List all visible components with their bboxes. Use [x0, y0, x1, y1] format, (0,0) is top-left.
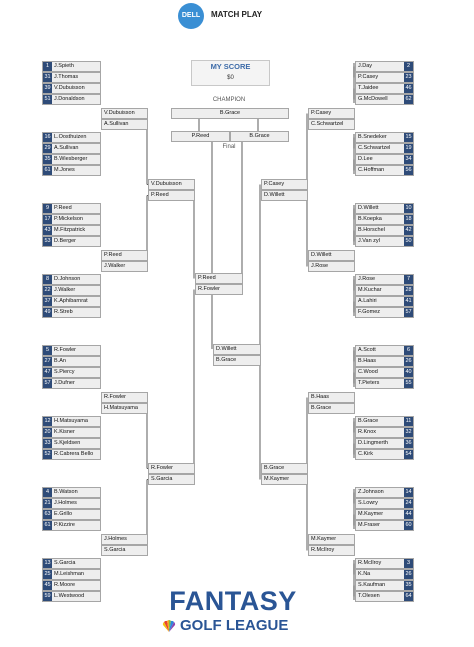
- player-name: D.Lee: [358, 156, 373, 162]
- player-name: M.Fraser: [358, 522, 380, 528]
- left-r1-slot[interactable]: [42, 427, 101, 438]
- player-name: A.Sullivan: [104, 121, 129, 127]
- left-r1-slot[interactable]: [42, 487, 101, 498]
- seed-number: 53: [44, 238, 51, 244]
- player-name: S.Garcia: [151, 476, 173, 482]
- player-name: J.Day: [358, 63, 373, 69]
- left-r1-slot[interactable]: [42, 558, 101, 569]
- seed-number: 6: [404, 346, 413, 355]
- player-name: D.Berger: [54, 238, 77, 244]
- player-name: K.Na: [358, 571, 371, 577]
- seed-number: 51: [44, 96, 51, 102]
- player-name: J.Van zyl: [358, 238, 380, 244]
- seed-number: 46: [405, 85, 412, 91]
- right-r1-slot[interactable]: [355, 203, 414, 214]
- player-name: R.Knox: [358, 429, 377, 435]
- seed-number: 2: [404, 62, 413, 71]
- player-name: R.Fowler: [151, 465, 174, 471]
- player-name: Z.Johnson: [358, 489, 384, 495]
- left-r3-slot[interactable]: [148, 463, 195, 474]
- left-r1-slot[interactable]: [42, 569, 101, 580]
- player-name: V.Dubuisson: [151, 181, 182, 187]
- right-r1-slot[interactable]: [355, 214, 414, 225]
- left-r1-slot[interactable]: [42, 214, 101, 225]
- player-name: D.Lingmerth: [358, 440, 388, 446]
- left-r1-slot[interactable]: [42, 72, 101, 83]
- right-r1-slot[interactable]: [355, 520, 414, 531]
- right-r1-slot[interactable]: [355, 94, 414, 105]
- player-name: B.Koepka: [358, 216, 382, 222]
- seed-number: 7: [404, 275, 413, 284]
- seed-number: 35: [44, 156, 51, 162]
- player-name: D.Willett: [264, 192, 285, 198]
- player-name: C.Kirk: [358, 451, 373, 457]
- seed-number: 47: [44, 369, 51, 375]
- left-r1-slot[interactable]: [42, 225, 101, 236]
- player-name: M.Kaymer: [264, 476, 290, 482]
- seed-number: 18: [405, 216, 412, 222]
- right-r1-slot[interactable]: [355, 61, 414, 72]
- logo-golf-league-text: GOLF LEAGUE: [180, 617, 289, 634]
- right-r2-slot[interactable]: [308, 119, 355, 130]
- player-name: P.Mickelson: [54, 216, 83, 222]
- player-name: S.Garcia: [104, 547, 126, 553]
- right-r1-slot[interactable]: [355, 356, 414, 367]
- left-r3-slot[interactable]: [148, 190, 195, 201]
- player-name: H.Matsuyama: [54, 418, 88, 424]
- player-name: P.Reed: [151, 192, 169, 198]
- seed-number: 14: [405, 489, 412, 495]
- left-r1-slot[interactable]: [42, 132, 101, 143]
- player-name: A.Sullivan: [54, 145, 79, 151]
- seed-number: 40: [405, 369, 412, 375]
- player-name: V.Dubuisson: [104, 110, 135, 116]
- seed-number: 52: [44, 451, 51, 457]
- right-r1-slot[interactable]: [355, 236, 414, 247]
- seed-number: 35: [405, 582, 412, 588]
- seed-number: 29: [44, 145, 51, 151]
- right-r1-slot[interactable]: [355, 345, 414, 356]
- right-r3-slot[interactable]: [261, 190, 308, 201]
- player-name: D.Willett: [216, 346, 237, 352]
- right-r2-slot[interactable]: [308, 403, 355, 414]
- seed-number: 10: [405, 205, 412, 211]
- seed-number: 59: [44, 593, 51, 599]
- player-name: P.Casey: [264, 181, 285, 187]
- champion-name: B.Grace: [219, 110, 241, 116]
- player-name: R.McIlroy: [311, 547, 335, 553]
- champion-label: CHAMPION: [212, 97, 246, 103]
- right-r2-slot[interactable]: [308, 250, 355, 261]
- player-name: K.Kisner: [54, 429, 75, 435]
- right-r1-slot[interactable]: [355, 72, 414, 83]
- player-name: R.Fowler: [104, 394, 127, 400]
- right-r1-slot[interactable]: [355, 449, 414, 460]
- seed-number: 26: [405, 358, 412, 364]
- left-r1-slot[interactable]: [42, 591, 101, 602]
- left-r1-slot[interactable]: [42, 345, 101, 356]
- player-name: H.Matsuyama: [104, 405, 138, 411]
- seed-number: 16: [44, 134, 51, 140]
- seed-number: 17: [44, 216, 51, 222]
- left-r3-slot[interactable]: [148, 474, 195, 485]
- final-right-box[interactable]: [230, 131, 289, 142]
- left-r1-slot[interactable]: [42, 236, 101, 247]
- player-name: B.Grace: [358, 418, 379, 424]
- left-r1-slot[interactable]: [42, 83, 101, 94]
- left-r2-slot[interactable]: [101, 119, 148, 130]
- seed-number: 25: [44, 571, 51, 577]
- right-r1-slot[interactable]: [355, 225, 414, 236]
- left-r2-slot[interactable]: [101, 403, 148, 414]
- player-name: J.Thomas: [54, 74, 79, 80]
- player-name: J.Walker: [54, 287, 76, 293]
- right-r1-slot[interactable]: [355, 487, 414, 498]
- player-name: T.Jaidee: [358, 85, 379, 91]
- left-r1-slot[interactable]: [42, 378, 101, 389]
- right-r1-slot[interactable]: [355, 591, 414, 602]
- left-r4-slot[interactable]: [195, 273, 243, 284]
- left-r1-slot[interactable]: [42, 438, 101, 449]
- player-name: B.Haas: [358, 358, 377, 364]
- seed-number: 20: [44, 429, 51, 435]
- right-r1-slot[interactable]: [355, 416, 414, 427]
- seed-number: 41: [405, 298, 412, 304]
- player-name: J.Dufner: [54, 380, 75, 386]
- seed-number: 56: [405, 167, 412, 173]
- right-r1-slot[interactable]: [355, 378, 414, 389]
- right-r1-slot[interactable]: [355, 498, 414, 509]
- seed-number: 23: [405, 74, 412, 80]
- player-name: S.Garcia: [54, 560, 76, 566]
- peacock-icon: [161, 618, 177, 634]
- seed-number: 1: [43, 62, 52, 71]
- player-name: B.Grace: [264, 465, 285, 471]
- player-name: M.Leishman: [54, 571, 84, 577]
- player-name: P.Reed: [198, 275, 216, 281]
- player-name: B.Watson: [54, 489, 78, 495]
- seed-number: 13: [44, 560, 51, 566]
- right-r2-slot[interactable]: [308, 261, 355, 272]
- my-score-panel: [191, 60, 270, 86]
- player-name: R.Moore: [54, 582, 76, 588]
- right-r1-slot[interactable]: [355, 569, 414, 580]
- left-r1-slot[interactable]: [42, 154, 101, 165]
- my-score-label: MY SCORE: [210, 62, 251, 71]
- final-right-name: B.Grace: [249, 133, 270, 139]
- seed-number: 12: [44, 418, 51, 424]
- left-r1-slot[interactable]: [42, 416, 101, 427]
- right-r2-slot[interactable]: [308, 108, 355, 119]
- right-r4-slot[interactable]: [213, 355, 261, 366]
- player-name: J.Rose: [311, 263, 329, 269]
- left-r2-slot[interactable]: [101, 108, 148, 119]
- player-name: J.Walker: [104, 263, 126, 269]
- player-name: L.Westwood: [54, 593, 85, 599]
- player-name: S.Kaufman: [358, 582, 386, 588]
- seed-number: 62: [405, 96, 412, 102]
- right-r1-slot[interactable]: [355, 143, 414, 154]
- left-r1-slot[interactable]: [42, 509, 101, 520]
- seed-number: 21: [44, 500, 51, 506]
- player-name: T.Pieters: [358, 380, 380, 386]
- player-name: D.Willett: [358, 205, 379, 211]
- header: [0, 0, 474, 30]
- right-r1-slot[interactable]: [355, 296, 414, 307]
- seed-number: 27: [44, 358, 51, 364]
- my-score-value: $0: [227, 75, 234, 81]
- seed-number: 44: [405, 511, 412, 517]
- seed-number: 26: [405, 571, 412, 577]
- fantasy-golf-league-logo: [158, 586, 308, 641]
- left-r2-slot[interactable]: [101, 392, 148, 403]
- player-name: J.Spieth: [54, 63, 74, 69]
- left-r1-slot[interactable]: [42, 367, 101, 378]
- player-name: B.Snedeker: [358, 134, 387, 140]
- champion-box[interactable]: [171, 108, 289, 119]
- seed-number: 32: [405, 429, 412, 435]
- seed-number: 37: [44, 298, 51, 304]
- player-name: M.Kaymer: [358, 511, 384, 517]
- player-name: R.McIlroy: [358, 560, 382, 566]
- right-r4-slot[interactable]: [213, 344, 261, 355]
- player-name: V.Dubuisson: [54, 85, 85, 91]
- seed-number: 36: [405, 440, 412, 446]
- seed-number: 43: [44, 227, 51, 233]
- seed-number: 33: [44, 440, 51, 446]
- seed-number: 3: [404, 559, 413, 568]
- player-name: B.Wiesberger: [54, 156, 88, 162]
- player-name: P.Reed: [104, 252, 122, 258]
- right-r1-slot[interactable]: [355, 132, 414, 143]
- player-name: C.Wood: [358, 369, 378, 375]
- seed-number: 19: [405, 145, 412, 151]
- seed-number: 49: [44, 309, 51, 315]
- seed-number: 9: [43, 204, 52, 213]
- right-r3-slot[interactable]: [261, 179, 308, 190]
- player-name: M.Kaymer: [311, 536, 337, 542]
- right-r2-slot[interactable]: [308, 534, 355, 545]
- left-r3-slot[interactable]: [148, 179, 195, 190]
- right-r2-slot[interactable]: [308, 392, 355, 403]
- right-r1-slot[interactable]: [355, 367, 414, 378]
- player-name: P.Kizzire: [54, 522, 75, 528]
- left-r4-slot[interactable]: [195, 284, 243, 295]
- dell-logo: [178, 3, 204, 29]
- player-name: R.Fowler: [198, 286, 221, 292]
- player-name: A.Lahiri: [358, 298, 377, 304]
- right-r3-slot[interactable]: [261, 463, 308, 474]
- right-r1-slot[interactable]: [355, 83, 414, 94]
- player-name: B.Horschel: [358, 227, 385, 233]
- left-r1-slot[interactable]: [42, 356, 101, 367]
- left-r1-slot[interactable]: [42, 520, 101, 531]
- seed-number: 15: [405, 134, 412, 140]
- seed-number: 60: [405, 522, 412, 528]
- left-r1-slot[interactable]: [42, 94, 101, 105]
- left-r2-slot[interactable]: [101, 261, 148, 272]
- seed-number: 57: [405, 309, 412, 315]
- seed-number: 22: [44, 287, 51, 293]
- player-name: B.Grace: [311, 405, 332, 411]
- player-name: D.Willett: [311, 252, 332, 258]
- left-r1-slot[interactable]: [42, 449, 101, 460]
- seed-number: 42: [405, 227, 412, 233]
- seed-number: 8: [43, 275, 52, 284]
- left-r2-slot[interactable]: [101, 545, 148, 556]
- seed-number: 4: [43, 488, 52, 497]
- player-name: J.Holmes: [54, 500, 77, 506]
- seed-number: 39: [44, 85, 51, 91]
- right-r1-slot[interactable]: [355, 165, 414, 176]
- seed-number: 24: [405, 500, 412, 506]
- left-r2-slot[interactable]: [101, 534, 148, 545]
- player-name: B.Grace: [216, 357, 237, 363]
- left-r1-slot[interactable]: [42, 580, 101, 591]
- player-name: S.Piercy: [54, 369, 75, 375]
- player-name: S.Lowry: [358, 500, 378, 506]
- right-r1-slot[interactable]: [355, 558, 414, 569]
- seed-number: 11: [405, 418, 412, 424]
- final-left-name: P.Reed: [191, 133, 210, 139]
- player-name: C.Schwartzel: [358, 145, 391, 151]
- player-name: M.Fitzpatrick: [54, 227, 86, 233]
- final-label: Final: [222, 144, 236, 150]
- dell-logo-text: DELL: [181, 12, 201, 19]
- player-name: R.Fowler: [54, 347, 77, 353]
- seed-number: 61: [44, 522, 51, 528]
- final-left-box[interactable]: [171, 131, 230, 142]
- player-name: D.Johnson: [54, 276, 81, 282]
- right-r3-slot[interactable]: [261, 474, 308, 485]
- seed-number: 50: [405, 238, 412, 244]
- left-r1-slot[interactable]: [42, 498, 101, 509]
- logo-fantasy-text: FANTASY: [169, 586, 297, 616]
- player-name: J.Donaldson: [54, 96, 85, 102]
- seed-number: 28: [405, 287, 412, 293]
- player-name: E.Grillo: [54, 511, 73, 517]
- seed-number: 55: [405, 380, 412, 386]
- right-r1-slot[interactable]: [355, 427, 414, 438]
- left-r1-slot[interactable]: [42, 307, 101, 318]
- right-r2-slot[interactable]: [308, 545, 355, 556]
- player-name: C.Schwartzel: [311, 121, 344, 127]
- seed-number: 5: [43, 346, 52, 355]
- right-r1-slot[interactable]: [355, 307, 414, 318]
- right-r1-slot[interactable]: [355, 285, 414, 296]
- seed-number: 31: [44, 74, 51, 80]
- seed-number: 34: [405, 156, 412, 162]
- left-r1-slot[interactable]: [42, 274, 101, 285]
- player-name: C.Hoffman: [358, 167, 385, 173]
- right-r1-slot[interactable]: [355, 509, 414, 520]
- right-r1-slot[interactable]: [355, 274, 414, 285]
- player-name: J.Holmes: [104, 536, 127, 542]
- seed-number: 45: [44, 582, 51, 588]
- player-name: S.Kjeldsen: [54, 440, 81, 446]
- left-r1-slot[interactable]: [42, 285, 101, 296]
- player-name: P.Casey: [358, 74, 379, 80]
- player-name: P.Casey: [311, 110, 332, 116]
- left-r1-slot[interactable]: [42, 143, 101, 154]
- right-r1-slot[interactable]: [355, 580, 414, 591]
- player-name: R.Streb: [54, 309, 73, 315]
- player-name: K.Aphibarnrat: [54, 298, 88, 304]
- player-name: B.Haas: [311, 394, 330, 400]
- seed-number: 63: [44, 511, 51, 517]
- player-name: T.Olesen: [358, 593, 380, 599]
- left-r1-slot[interactable]: [42, 61, 101, 72]
- seed-number: 54: [405, 451, 412, 457]
- player-name: F.Gomez: [358, 309, 381, 315]
- left-r2-slot[interactable]: [101, 250, 148, 261]
- seed-number: 57: [44, 380, 51, 386]
- right-r1-slot[interactable]: [355, 438, 414, 449]
- player-name: G.McDowell: [358, 96, 388, 102]
- player-name: P.Reed: [54, 205, 72, 211]
- seed-number: 61: [44, 167, 51, 173]
- left-r1-slot[interactable]: [42, 296, 101, 307]
- match-play-title: MATCH PLAY: [211, 10, 263, 19]
- left-r1-slot[interactable]: [42, 203, 101, 214]
- seed-number: 64: [405, 593, 412, 599]
- left-r1-slot[interactable]: [42, 165, 101, 176]
- player-name: A.Scott: [358, 347, 376, 353]
- player-name: B.An: [54, 358, 66, 364]
- player-name: R.Cabrera Bello: [54, 451, 94, 457]
- player-name: M.Kuchar: [358, 287, 382, 293]
- player-name: J.Rose: [358, 276, 376, 282]
- player-name: M.Jones: [54, 167, 75, 173]
- right-r1-slot[interactable]: [355, 154, 414, 165]
- player-name: L.Oosthuizen: [54, 134, 87, 140]
